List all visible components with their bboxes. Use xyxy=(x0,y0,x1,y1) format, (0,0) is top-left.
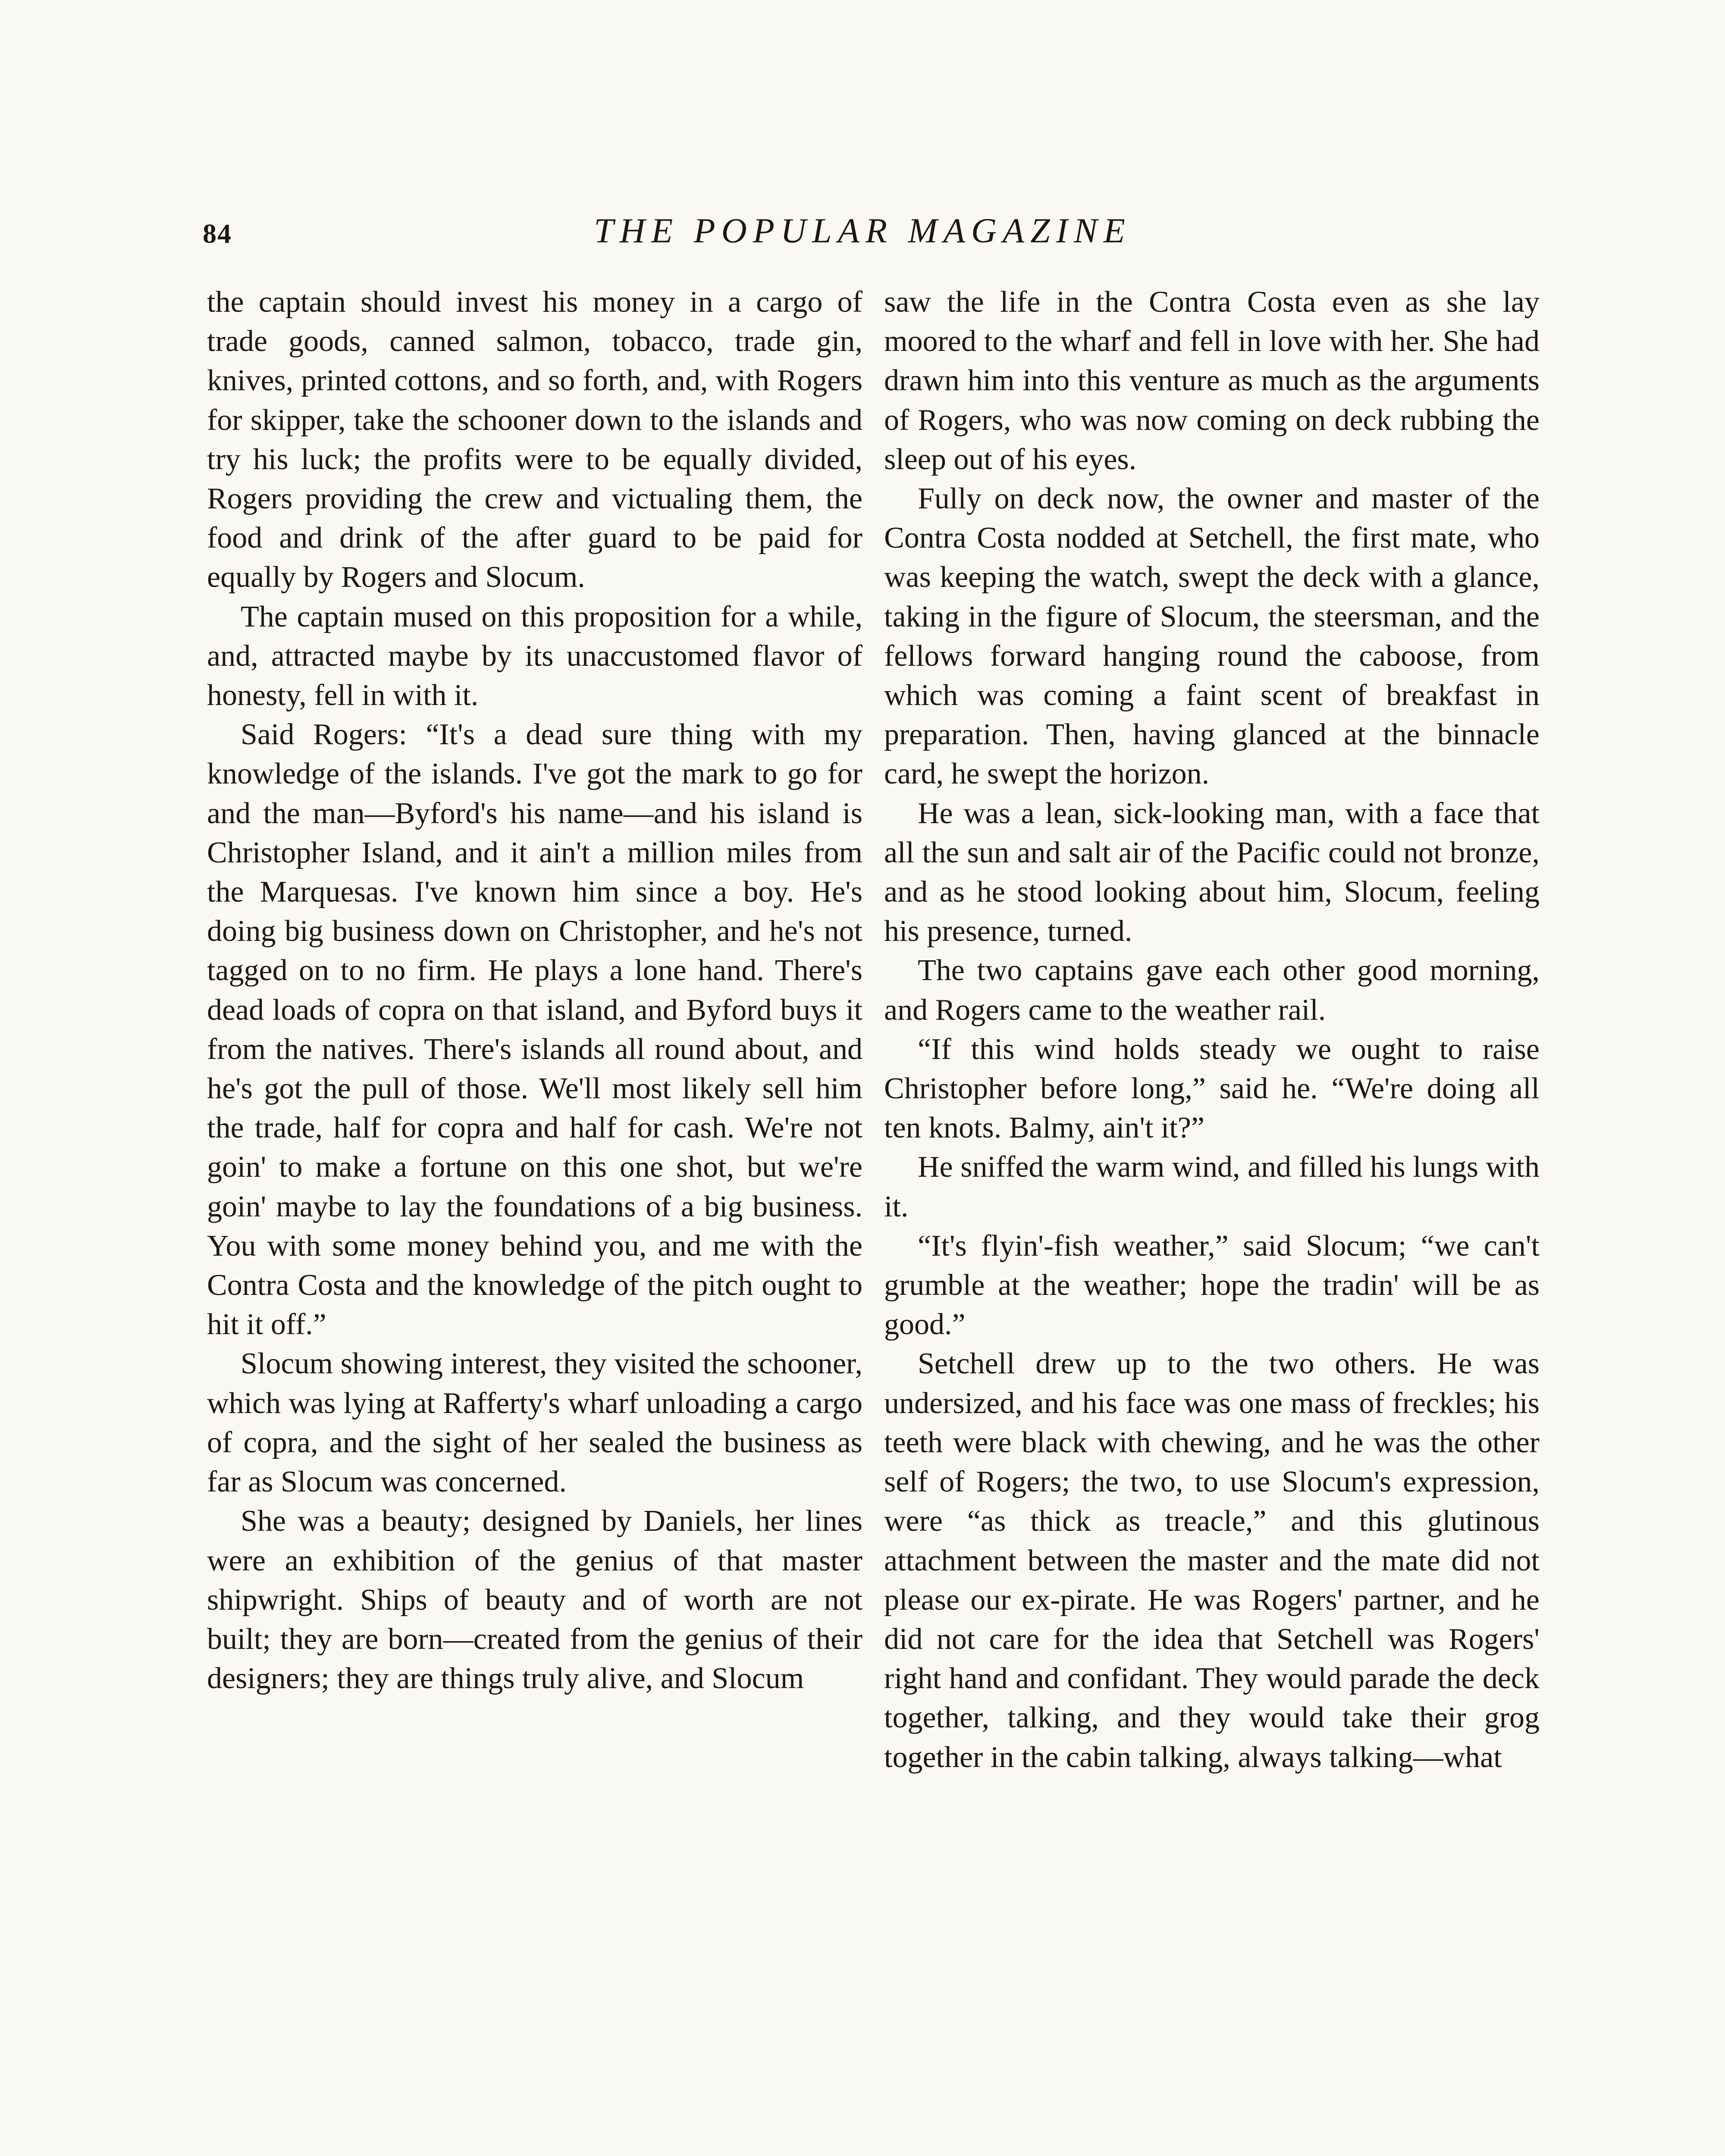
magazine-title: THE POPULAR MAGAZINE xyxy=(594,211,1131,250)
left-column xyxy=(207,282,862,1698)
paragraph: The captain mused on this proposition for a while, and, attracted maybe by its unaccustomed flavor of honesty, fell in with it. xyxy=(207,600,862,712)
paragraph: the captain should invest his money in a cargo of trade goods, canned salmon, tobacco, trade gin, knives, printed cottons, and so forth, and, with Rogers for skipper, take the schooner down to the islands and try his luck; the profits were to be equally divided, Rogers providing the crew and victualing them, the food and drink of the after guard to be paid for equally by Rogers and Slocum. xyxy=(207,285,862,594)
paragraph: She was a beauty; designed by Daniels, her lines were an exhibition of the genius of that master shipwright. Ships of beauty and of worth are not built; they are born—created from the genius of their designers; they are things truly alive, and Slocum xyxy=(207,1504,862,1695)
paragraph: Said Rogers: “It's a dead sure thing with my knowledge of the islands. I've got the mark to go for and the man—Byford's his name—and his island is Christopher Island, and it ain't a million miles from the Marquesas. I've known him since a boy. He's doing big business down on Christopher, and he's not tagged on to no firm. He plays a lone hand. There's dead loads of copra on that island, and Byford buys it from the natives. There's islands all round about, and he's got the pull of those. We'll most likely sell him the trade, half for copra and half for cash. We're not goin' to make a fortune on this one shot, but we're goin' maybe to lay the foundations of a big business. You with some money behind you, and me with the Contra Costa and the knowledge of the pitch ought to hit it off.” xyxy=(207,718,862,1341)
paragraph: “If this wind holds steady we ought to raise Christopher before long,” said he. “We're doing all ten knots. Balmy, ain't it?” xyxy=(884,1032,1540,1145)
paragraph: Slocum showing interest, they visited the schooner, which was lying at Rafferty's wharf unloading a cargo of copra, and the sight of her sealed the business as far as Slocum was concerned. xyxy=(207,1347,862,1499)
paragraph: “It's flyin'-fish weather,” said Slocum; “we can't grumble at the weather; hope the tradin' will be as good.” xyxy=(884,1229,1540,1341)
paragraph: He sniffed the warm wind, and filled his lungs with it. xyxy=(884,1150,1540,1223)
page-number: 84 xyxy=(203,218,232,249)
paragraph: He was a lean, sick-looking man, with a face that all the sun and salt air of the Pacific could not bronze, and as he stood looking about him, Slocum, feeling his presence, turned. xyxy=(884,796,1540,948)
right-column xyxy=(884,282,1540,1777)
paragraph: The two captains gave each other good morning, and Rogers came to the weather rail. xyxy=(884,954,1540,1027)
paragraph: saw the life in the Contra Costa even as she lay moored to the wharf and fell in love with her. She had drawn him into this venture as much as the arguments of Rogers, who was now coming on deck rubbing the sleep out of his eyes. xyxy=(884,285,1540,476)
running-head xyxy=(0,0,1725,276)
paragraph: Setchell drew up to the two others. He was undersized, and his face was one mass of freckles; his teeth were black with chewing, and he was the other self of Rogers; the two, to use Slocum's expression, were “as thick as treacle,” and this glutinous attachment between the master and the mate did not please our ex-pirate. He was Rogers' partner, and he did not care for the idea that Setchell was Rogers' right hand and confidant. They would parade the deck together, talking, and they would take their grog together in the cabin talking, always talking—what xyxy=(884,1347,1540,1774)
paragraph: Fully on deck now, the owner and master of the Contra Costa nodded at Setchell, the first mate, who was keeping the watch, swept the deck with a glance, taking in the figure of Slocum, the steersman, and the fellows forward hanging round the caboose, from which was coming a faint scent of breakfast in preparation. Then, having glanced at the binnacle card, he swept the horizon. xyxy=(884,482,1540,791)
